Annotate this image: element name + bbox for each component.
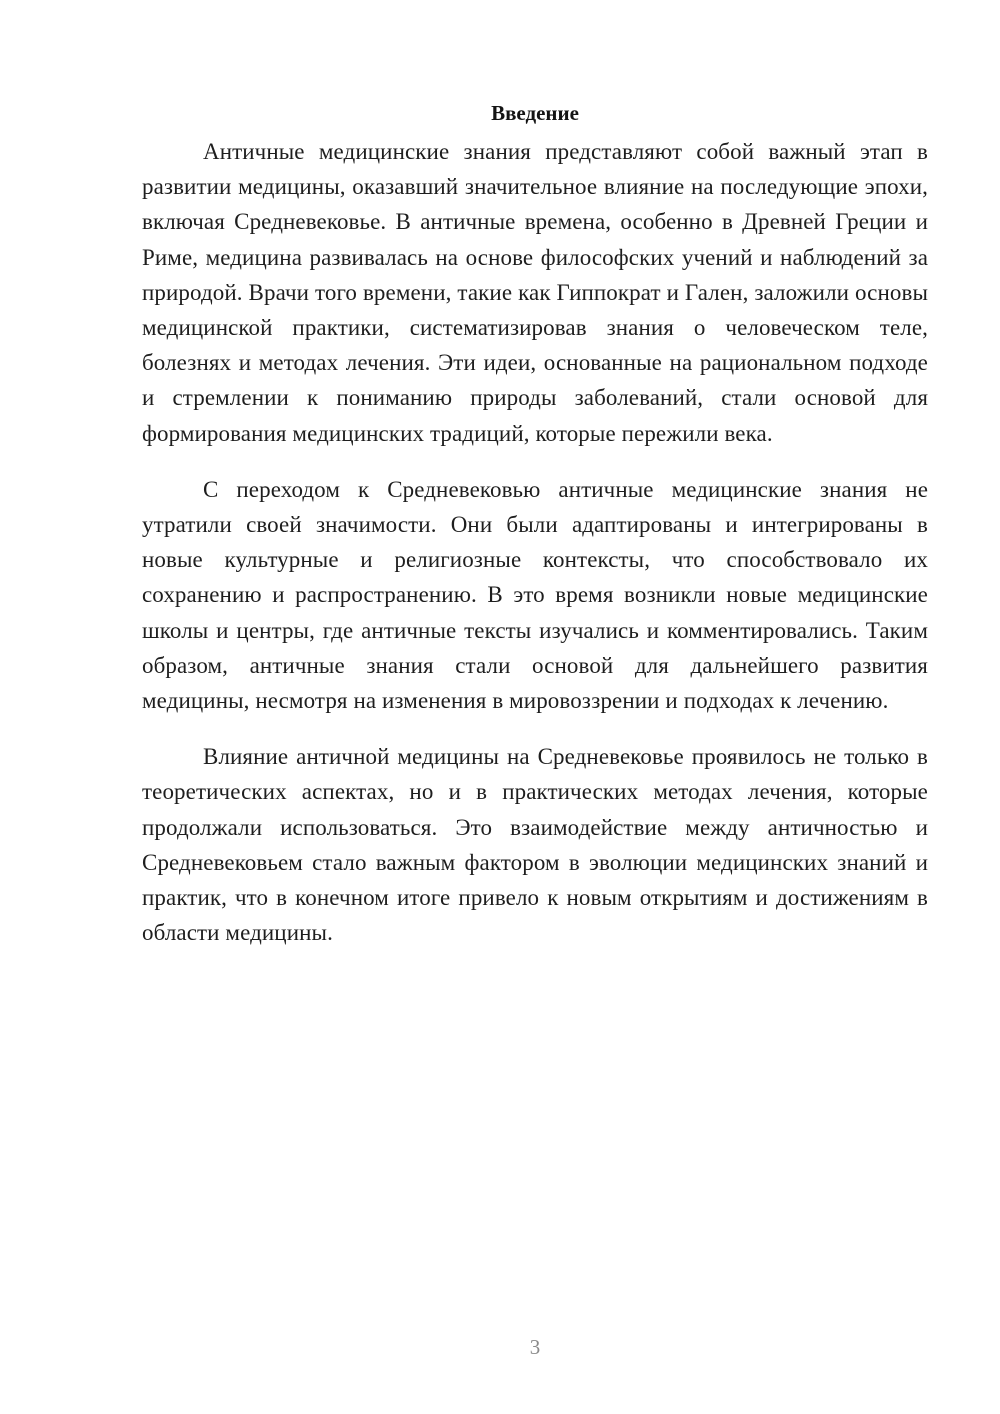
paragraph-2: С переходом к Средневековью античные медицинские знания не утратили своей значимости. Они были адаптированы и интегрированы в новые культурные и религиозные контексты, что способствовало их сохранению и распространению. В это время возникли новые медицинские школы и центры, где античные тексты изучались и комментировались. Таким образом, античные знания стали основой для дальнейшего развития медицины, несмотря на изменения в мировоззрении и подходах к лечению. bbox=[142, 476, 928, 714]
page-number: 3 bbox=[529, 1335, 541, 1359]
page-content bbox=[142, 98, 928, 971]
paragraph-3: Влияние античной медицины на Средневековье проявилось не только в теоретических аспектах, но и в практических методах лечения, которые продолжали использоваться. Это взаимодействие между античностью и Средневековьем стало важным фактором в эволюции медицинских знаний и практик, что в конечном итоге привело к новым открытиям и достижениям в области медицины. bbox=[142, 744, 928, 946]
paragraph-1: Античные медицинские знания представляют собой важный этап в развитии медицины, оказавший значительное влияние на последующие эпохи, включая Средневековье. В античные времена, особенно в Древней Греции и Риме, медицина развивалась на основе философских учений и наблюдений за природой. Врачи того времени, такие как Гиппократ и Гален, заложили основы медицинской практики, систематизировав знания о человеческом теле, болезнях и методах лечения. Эти идеи, основанные на рациональном подходе и стремлении к пониманию природы заболеваний, стали основой для формирования медицинских традиций, которые пережили века. bbox=[142, 139, 928, 446]
section-heading: Введение bbox=[491, 101, 579, 125]
